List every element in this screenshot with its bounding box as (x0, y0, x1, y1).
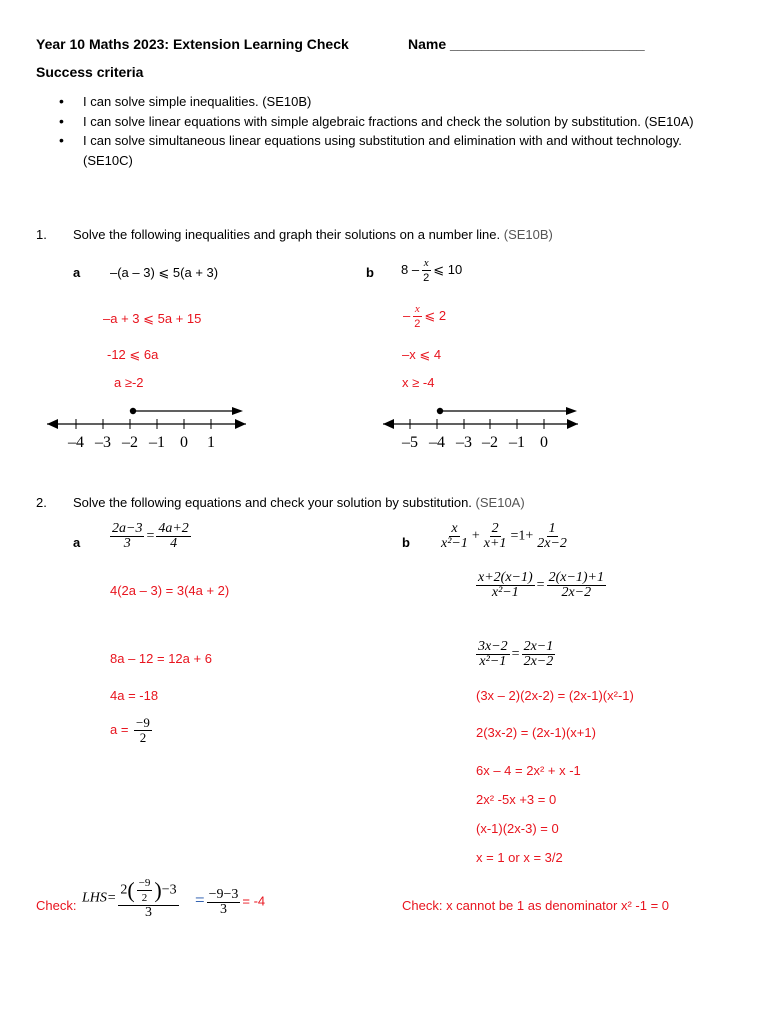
tick-label: –4 (429, 434, 445, 451)
q2b-label: b (402, 535, 410, 550)
q2a-step: 4a = -18 (110, 688, 159, 703)
q2a-step: 8a – 12 = 12a + 6 (110, 651, 212, 666)
tick-label: 0 (540, 434, 548, 451)
q1-code: (SE10B) (503, 227, 553, 242)
q1a-step: a ≥-2 (114, 375, 144, 390)
q2b-equation: $\frac{x}{\text{x²−1}}$ + $\frac{2}{x+1}$ =1+ $\frac{1}{2x-2}$ (441, 521, 567, 551)
criteria-item: • I can solve simple inequalities. (SE10B) (55, 92, 735, 112)
q2b-step: 6x – 4 = 2x² + x -1 (476, 763, 581, 778)
q2b-step: (x-1)(2x-3) = 0 (476, 821, 559, 836)
q2a-answer: a = $\frac{-9}{2}$ (110, 715, 150, 745)
q2a-step: 4(2a – 3) = 3(4a + 2) (110, 583, 230, 598)
criteria-item: • I can solve linear equations with simple algebraic fractions and check the solution by substitution. (SE10A) (55, 112, 735, 132)
check-a-label: Check: (36, 898, 77, 913)
q1a-label: a (73, 265, 81, 280)
criteria-list (55, 92, 735, 170)
q2b-step: (3x – 2)(2x-2) = (2x-1)(x²-1) (476, 688, 634, 703)
criteria-item: • I can solve simultaneous linear equations using substitution and elimination with and without technology. (SE10C) (55, 131, 735, 170)
q1b-step: x ≥ -4 (402, 375, 435, 390)
q1b-step: – $\frac{x}{2}$ ⩽ 2 (403, 303, 447, 330)
name-field-label: Name _________________________ (408, 36, 645, 52)
q1a-number-line (44, 400, 254, 455)
q1b-problem: 8 – $\frac{x}{2}$ ⩽ 10 (401, 257, 463, 284)
tick-label: –2 (482, 434, 498, 451)
q1b-label: b (366, 265, 374, 280)
closed-endpoint (130, 408, 136, 414)
success-criteria-heading: Success criteria (36, 64, 144, 80)
q2-number: 2. (36, 495, 47, 510)
tick-label: –2 (122, 434, 138, 451)
q2a-label: a (73, 535, 81, 550)
tick-label: –1 (149, 434, 165, 451)
tick-label: 1 (207, 434, 215, 451)
q2a-equation: $\frac{2a-3}{3}$ = $\frac{4a+2}{4}$ (112, 521, 189, 551)
q1a-step: –a + 3 ⩽ 5a + 15 (103, 311, 202, 326)
solution-arrow (232, 407, 243, 415)
check-a-expression: LHS= 2( $\frac{-9}{2}$ )−3 3 (82, 877, 177, 920)
q2b-step-equation: $\frac{3x-2}{\text{x²−1}}$ = $\frac{2x-1}{2x-2}$ (478, 639, 554, 669)
q1-number: 1. (36, 227, 47, 242)
q1b-number-line (380, 400, 585, 455)
tick-label: 0 (180, 434, 188, 451)
q1b-step: –x ⩽ 4 (402, 347, 442, 362)
q2-prompt: Solve the following equations and check your solution by substitution. (SE10A) (73, 495, 525, 510)
q2-code: (SE10A) (475, 495, 525, 510)
q2b-step-equation: $\frac{x+2(x-1)}{\text{x²−1}}$ = $\frac{2(x-1)+1}{2x-2}$ (478, 570, 604, 600)
tick-label: –5 (402, 434, 418, 451)
solution-arrow (566, 407, 577, 415)
q2b-step: 2(3x-2) = (2x-1)(x+1) (476, 725, 596, 740)
tick-label: –3 (456, 434, 472, 451)
check-b-text: Check: x cannot be 1 as denominator x² -1 = 0 (402, 898, 670, 913)
closed-endpoint (437, 408, 443, 414)
page-title: Year 10 Maths 2023: Extension Learning Check (36, 36, 349, 52)
q1a-problem: –(a – 3) ⩽ 5(a + 3) (110, 265, 219, 280)
q1-prompt: Solve the following inequalities and graph their solutions on a number line. (SE10B) (73, 227, 553, 242)
q1a-step: -12 ⩽ 6a (107, 347, 159, 362)
tick-label: –1 (509, 434, 525, 451)
tick-label: –4 (68, 434, 84, 451)
tick-label: –3 (95, 434, 111, 451)
q2b-step: 2x² -5x +3 = 0 (476, 792, 557, 807)
check-a-result: = $\frac{-9-3}{3}$ = -4 (195, 887, 266, 917)
q2b-step: x = 1 or x = 3/2 (476, 850, 563, 865)
